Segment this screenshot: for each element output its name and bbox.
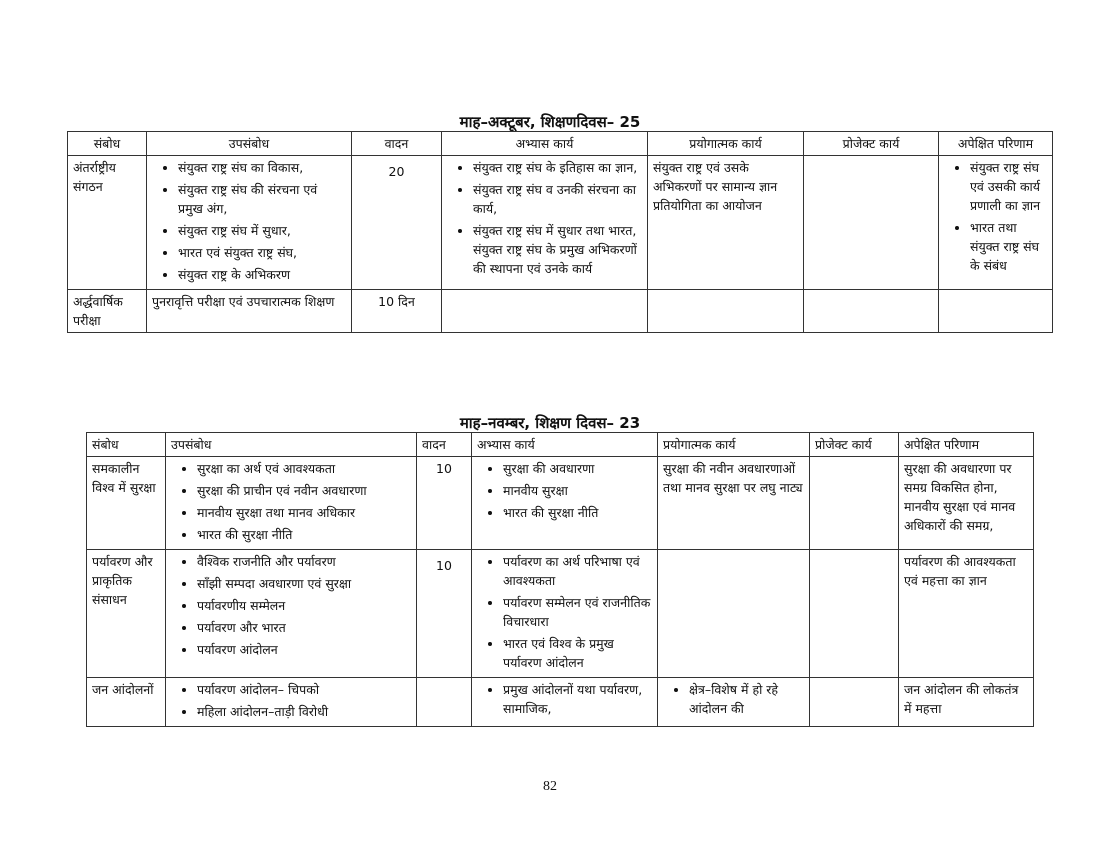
- list-item: • मानवीय सुरक्षा तथा मानव अधिकार: [197, 503, 411, 522]
- experimental-list: [663, 680, 804, 718]
- cell-outcome: जन आंदोलन की लोकतंत्र में महत्ता: [899, 678, 1034, 727]
- list-item: • संयुक्त राष्ट्र के अभिकरण: [178, 265, 346, 284]
- list-item: • पर्यावरण आंदोलन: [197, 640, 411, 659]
- col-header-subconcept: उपसंबोध: [166, 433, 417, 457]
- col-header-outcome: अपेक्षित परिणाम: [939, 132, 1053, 156]
- list-item: • संयुक्त राष्ट्र संघ के इतिहास का ज्ञान,: [473, 158, 642, 177]
- list-item: • संयुक्त राष्ट्र संघ में सुधार,: [178, 221, 346, 240]
- cell-concept: अर्द्धवार्षिक परीक्षा: [68, 290, 147, 333]
- col-header-periods: वादन: [352, 132, 442, 156]
- cell-subconcept: [166, 550, 417, 678]
- list-item: • प्रमुख आंदोलनों यथा पर्यावरण, सामाजिक,: [503, 680, 652, 718]
- list-item: • भारत तथा संयुक्त राष्ट्र संघ के संबंध: [970, 218, 1047, 275]
- col-header-outcome: अपेक्षित परिणाम: [899, 433, 1034, 457]
- cell-subconcept: पुनरावृत्ति परीक्षा एवं उपचारात्मक शिक्षण: [147, 290, 352, 333]
- list-item: • संयुक्त राष्ट्र संघ व उनकी संरचना का कार्य,: [473, 180, 642, 218]
- table-row: [87, 678, 1034, 727]
- october-schedule-table: [67, 131, 1053, 333]
- cell-experimental: [658, 678, 810, 727]
- cell-project: [810, 457, 899, 550]
- table-row: [87, 457, 1034, 550]
- cell-project: [804, 156, 939, 290]
- list-item: • पर्यावरण आंदोलन– चिपको: [197, 680, 411, 699]
- cell-practice: [472, 678, 658, 727]
- table-row: [68, 290, 1053, 333]
- col-header-project: प्रोजेक्ट कार्य: [810, 433, 899, 457]
- cell-concept: जन आंदोलनों: [87, 678, 166, 727]
- col-header-concept: संबोध: [68, 132, 147, 156]
- outcome-list: [944, 158, 1047, 275]
- list-item: • संयुक्त राष्ट्र संघ की संरचना एवं प्रमुख अंग,: [178, 180, 346, 218]
- table-row: [68, 156, 1053, 290]
- cell-experimental: [658, 550, 810, 678]
- list-item: • सुरक्षा की प्राचीन एवं नवीन अवधारणा: [197, 481, 411, 500]
- cell-periods: 20: [352, 156, 442, 290]
- list-item: • पर्यावरणीय सम्मेलन: [197, 596, 411, 615]
- cell-practice: [472, 550, 658, 678]
- col-header-practice: अभ्यास कार्य: [442, 132, 648, 156]
- cell-outcome: सुरक्षा की अवधारणा पर समग्र विकसित होना, मानवीय सुरक्षा एवं मानव अधिकारों की समग्र,: [899, 457, 1034, 550]
- subconcept-list: [171, 680, 411, 721]
- subconcept-list: [152, 158, 346, 284]
- cell-subconcept: [166, 457, 417, 550]
- list-item: • क्षेत्र–विशेष में हो रहे आंदोलन की: [689, 680, 804, 718]
- cell-practice: [442, 156, 648, 290]
- cell-periods: 10: [417, 550, 472, 678]
- list-item: • मानवीय सुरक्षा: [503, 481, 652, 500]
- list-item: • भारत एवं विश्व के प्रमुख पर्यावरण आंदोलन: [503, 634, 652, 672]
- col-header-practice: अभ्यास कार्य: [472, 433, 658, 457]
- subconcept-list: [171, 459, 411, 544]
- list-item: • सुरक्षा की अवधारणा: [503, 459, 652, 478]
- col-header-concept: संबोध: [87, 433, 166, 457]
- list-item: • संयुक्त राष्ट्र संघ एवं उसकी कार्य प्रणाली का ज्ञान: [970, 158, 1047, 215]
- cell-experimental: सुरक्षा की नवीन अवधारणाओं तथा मानव सुरक्षा पर लघु नाट्य: [658, 457, 810, 550]
- table-row: [87, 550, 1034, 678]
- list-item: • संयुक्त राष्ट्र संघ का विकास,: [178, 158, 346, 177]
- list-item: • साँझी सम्पदा अवधारणा एवं सुरक्षा: [197, 574, 411, 593]
- cell-practice: [472, 457, 658, 550]
- cell-subconcept: [166, 678, 417, 727]
- list-item: • भारत की सुरक्षा नीति: [503, 503, 652, 522]
- page-number: 82: [543, 779, 557, 794]
- list-item: • भारत की सुरक्षा नीति: [197, 525, 411, 544]
- col-header-experimental: प्रयोगात्मक कार्य: [658, 433, 810, 457]
- november-heading: माह–नवम्बर, शिक्षण दिवस– 23: [459, 414, 641, 432]
- cell-project: [810, 550, 899, 678]
- list-item: • वैश्विक राजनीति और पर्यावरण: [197, 552, 411, 571]
- cell-project: [810, 678, 899, 727]
- cell-concept: अंतर्राष्ट्रीय संगठन: [68, 156, 147, 290]
- cell-outcome: [939, 156, 1053, 290]
- list-item: • संयुक्त राष्ट्र संघ में सुधार तथा भारत, संयुक्त राष्ट्र संघ के प्रमुख अभिकरणों की स्थापना एवं उनके कार्य: [473, 221, 642, 278]
- october-heading: माह–अक्टूबर, शिक्षणदिवस– 25: [459, 113, 641, 131]
- cell-project: [804, 290, 939, 333]
- practice-list: [477, 680, 652, 718]
- table-header-row: [87, 433, 1034, 457]
- cell-outcome: [939, 290, 1053, 333]
- cell-subconcept: [147, 156, 352, 290]
- cell-outcome: पर्यावरण की आवश्यकता एवं महत्ता का ज्ञान: [899, 550, 1034, 678]
- list-item: • भारत एवं संयुक्त राष्ट्र संघ,: [178, 243, 346, 262]
- cell-concept: पर्यावरण और प्राकृतिक संसाधन: [87, 550, 166, 678]
- cell-experimental: संयुक्त राष्ट्र एवं उसके अभिकरणों पर सामान्य ज्ञान प्रतियोगिता का आयोजन: [648, 156, 804, 290]
- list-item: • पर्यावरण सम्मेलन एवं राजनीतिक विचारधारा: [503, 593, 652, 631]
- list-item: • पर्यावरण और भारत: [197, 618, 411, 637]
- cell-periods: [417, 678, 472, 727]
- table-header-row: [68, 132, 1053, 156]
- cell-periods: 10: [417, 457, 472, 550]
- practice-list: [477, 459, 652, 522]
- practice-list: [477, 552, 652, 672]
- november-schedule-table: [86, 432, 1034, 727]
- col-header-periods: वादन: [417, 433, 472, 457]
- cell-practice: [442, 290, 648, 333]
- cell-periods: 10 दिन: [352, 290, 442, 333]
- col-header-subconcept: उपसंबोध: [147, 132, 352, 156]
- col-header-project: प्रोजेक्ट कार्य: [804, 132, 939, 156]
- practice-list: [447, 158, 642, 278]
- col-header-experimental: प्रयोगात्मक कार्य: [648, 132, 804, 156]
- list-item: • सुरक्षा का अर्थ एवं आवश्यकता: [197, 459, 411, 478]
- list-item: • पर्यावरण का अर्थ परिभाषा एवं आवश्यकता: [503, 552, 652, 590]
- cell-experimental: [648, 290, 804, 333]
- cell-concept: समकालीन विश्व में सुरक्षा: [87, 457, 166, 550]
- list-item: • महिला आंदोलन–ताड़ी विरोधी: [197, 702, 411, 721]
- subconcept-list: [171, 552, 411, 659]
